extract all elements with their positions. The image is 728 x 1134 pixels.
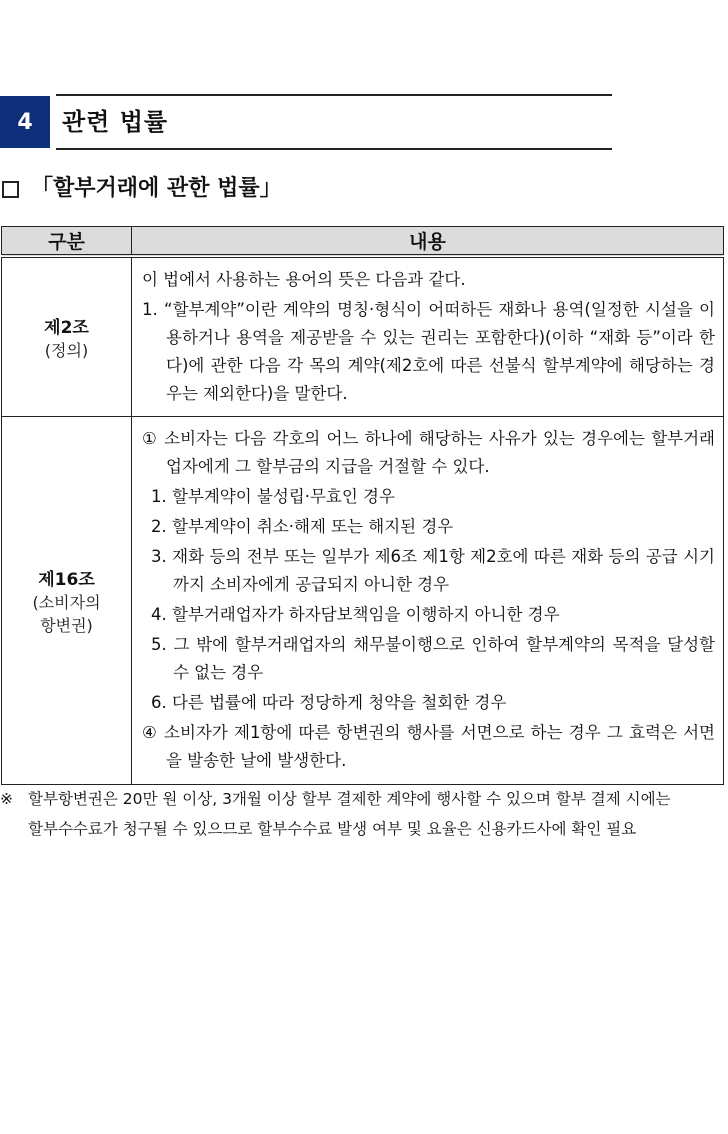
content-cell (132, 256, 724, 417)
article-number: 제16조 (38, 570, 95, 590)
checkbox-square-icon (2, 181, 19, 198)
content-line: 이 법에서 사용하는 용어의 뜻은 다음과 같다. (142, 270, 466, 289)
content-line: 1. “할부계약”이란 계약의 명칭·형식이 어떠하든 재화나 용역(일정한 시설을 이용하거나 용역을 제공받을 수 있는 권리는 포함한다)(이하 “재화 등”이라 한다)에 관한 다음 각 목의 계약(제2호에 따른 선불식 할부계약에 해당하는 경우는 제외한다)을 말한다. (142, 300, 715, 403)
list-item: 6. 다른 법률에 따라 정당하게 청약을 철회한 경우 (151, 693, 507, 712)
article-cell (2, 417, 132, 785)
list-item: 3. 재화 등의 전부 또는 일부가 제6조 제1항 제2호에 따른 재화 등의 공급 시기까지 소비자에게 공급되지 아니한 경우 (151, 547, 715, 594)
article-cell (2, 256, 132, 417)
footnote-line1 (0, 784, 726, 814)
section-number-badge: 4 (0, 96, 50, 148)
law-title-row (2, 172, 282, 206)
content-cell (132, 417, 724, 785)
list-item: 2. 할부계약이 취소·해제 또는 해지된 경우 (151, 517, 454, 536)
table-row (2, 256, 724, 417)
table-row (2, 417, 724, 785)
section-title: 관련 법률 (62, 108, 169, 136)
table-header-row (2, 227, 724, 257)
list-item: 1. 할부계약이 불성립·무효인 경우 (151, 487, 395, 506)
header-content: 내용 (132, 227, 724, 257)
heading-bottom-rule (56, 148, 612, 150)
article-number: 제2조 (44, 318, 89, 338)
law-table (1, 226, 724, 785)
content-line: ④ 소비자가 제1항에 따른 항변권의 행사를 서면으로 하는 경우 그 효력은 서면을 발송한 날에 발생한다. (142, 723, 715, 770)
article-name: (정의) (44, 341, 89, 360)
list-item: 4. 할부거래업자가 하자담보책임을 이행하지 아니한 경우 (151, 605, 560, 624)
law-title: 「할부거래에 관한 법률」 (31, 176, 282, 201)
article-name-line2: 항변권) (40, 616, 93, 635)
reference-mark-icon: ※ (0, 790, 13, 808)
header-category: 구분 (2, 227, 132, 257)
footnote-text1: 할부항변권은 20만 원 이상, 3개월 이상 할부 결제한 계약에 행사할 수 있으며 할부 결제 시에는 (28, 790, 671, 808)
footnote (0, 784, 726, 844)
footnote-text2: 할부수수료가 청구될 수 있으므로 할부수수료 발생 여부 및 요율은 신용카드사에 확인 필요 (28, 820, 637, 838)
article-name-line1: (소비자의 (32, 593, 101, 612)
content-line: ① 소비자는 다음 각호의 어느 하나에 해당하는 사유가 있는 경우에는 할부거래업자에게 그 할부금의 지급을 거절할 수 있다. (142, 429, 715, 476)
section-heading (0, 94, 612, 150)
list-item: 5. 그 밖에 할부거래업자의 채무불이행으로 인하여 할부계약의 목적을 달성할 수 없는 경우 (151, 635, 715, 682)
